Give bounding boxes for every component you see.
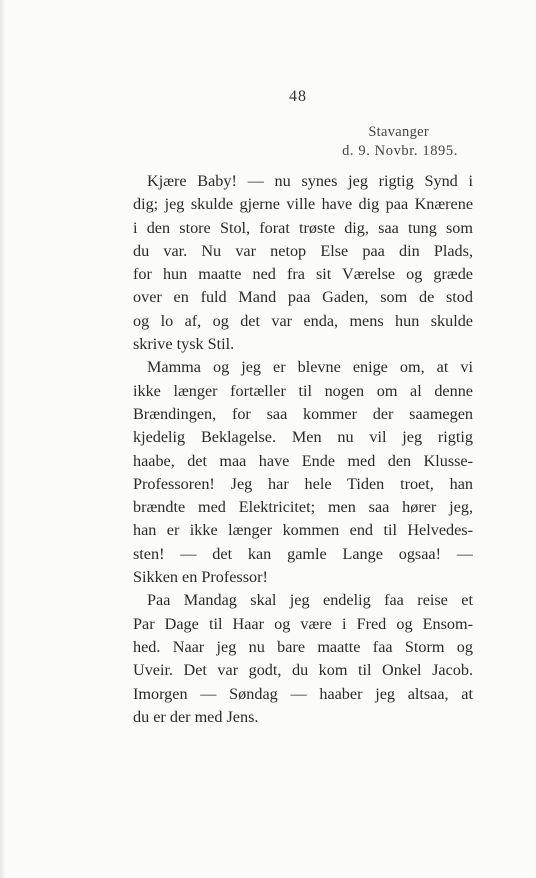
- text-line: haabe, det maa have Ende med den Klusse-: [133, 451, 473, 470]
- text-line: hed. Naar jeg nu bare maatte faa Storm og: [133, 637, 473, 656]
- page-number: 48: [289, 88, 307, 105]
- text-line: skrive tysk Stil.: [133, 335, 235, 354]
- text-line: Sikken en Professor!: [133, 568, 268, 587]
- text-line: Uveir. Det var godt, du kom til Onkel Jacob.: [133, 661, 473, 680]
- text-line: ikke længer fortæller til nogen om al denne: [133, 381, 473, 400]
- paragraph-1: [133, 170, 473, 356]
- text-line: dig; jeg skulde gjerne ville have dig paa Knærene: [133, 195, 473, 214]
- letter-place: Stavanger: [368, 124, 429, 140]
- page-edge-shadow: [0, 0, 6, 878]
- text-line: du var. Nu var netop Else paa din Plads,: [133, 241, 473, 260]
- text-line: i den store Stol, forat trøste dig, saa tung som: [133, 218, 473, 237]
- text-line: Par Dage til Haar og være i Fred og Ensom-: [133, 614, 473, 633]
- text-line: for hun maatte ned fra sit Værelse og græde: [133, 265, 473, 284]
- letter-date: d. 9. Novbr. 1895.: [342, 143, 458, 159]
- paragraph-3: [133, 589, 473, 729]
- text-line: Paa Mandag skal jeg endelig faa reise et: [147, 591, 473, 610]
- text-line: Brændingen, for saa kommer der saamegen: [133, 404, 473, 423]
- text-line: over en fuld Mand paa Gaden, som de stod: [133, 288, 473, 307]
- letter-body: [133, 170, 473, 729]
- text-line: Mamma og jeg er blevne enige om, at vi: [147, 358, 473, 377]
- text-line: og lo af, og det var enda, mens hun skulde: [133, 311, 473, 330]
- paragraph-2: [133, 356, 473, 589]
- text-line: Kjære Baby! — nu synes jeg rigtig Synd i: [147, 172, 473, 190]
- text-line: Professoren! Jeg har hele Tiden troet, han: [133, 474, 473, 493]
- text-line: sten! — det kan gamle Lange ogsaa! —: [133, 544, 473, 563]
- text-line: han er ikke længer kommen end til Helvedes-: [133, 521, 473, 540]
- text-line: Imorgen — Søndag — haaber jeg altsaa, at: [133, 684, 473, 703]
- text-line: kjedelig Beklagelse. Men nu vil jeg rigtig: [133, 428, 473, 447]
- text-line: du er der med Jens.: [133, 707, 259, 726]
- text-line: brændte med Elektricitet; men saa hører jeg,: [133, 498, 473, 517]
